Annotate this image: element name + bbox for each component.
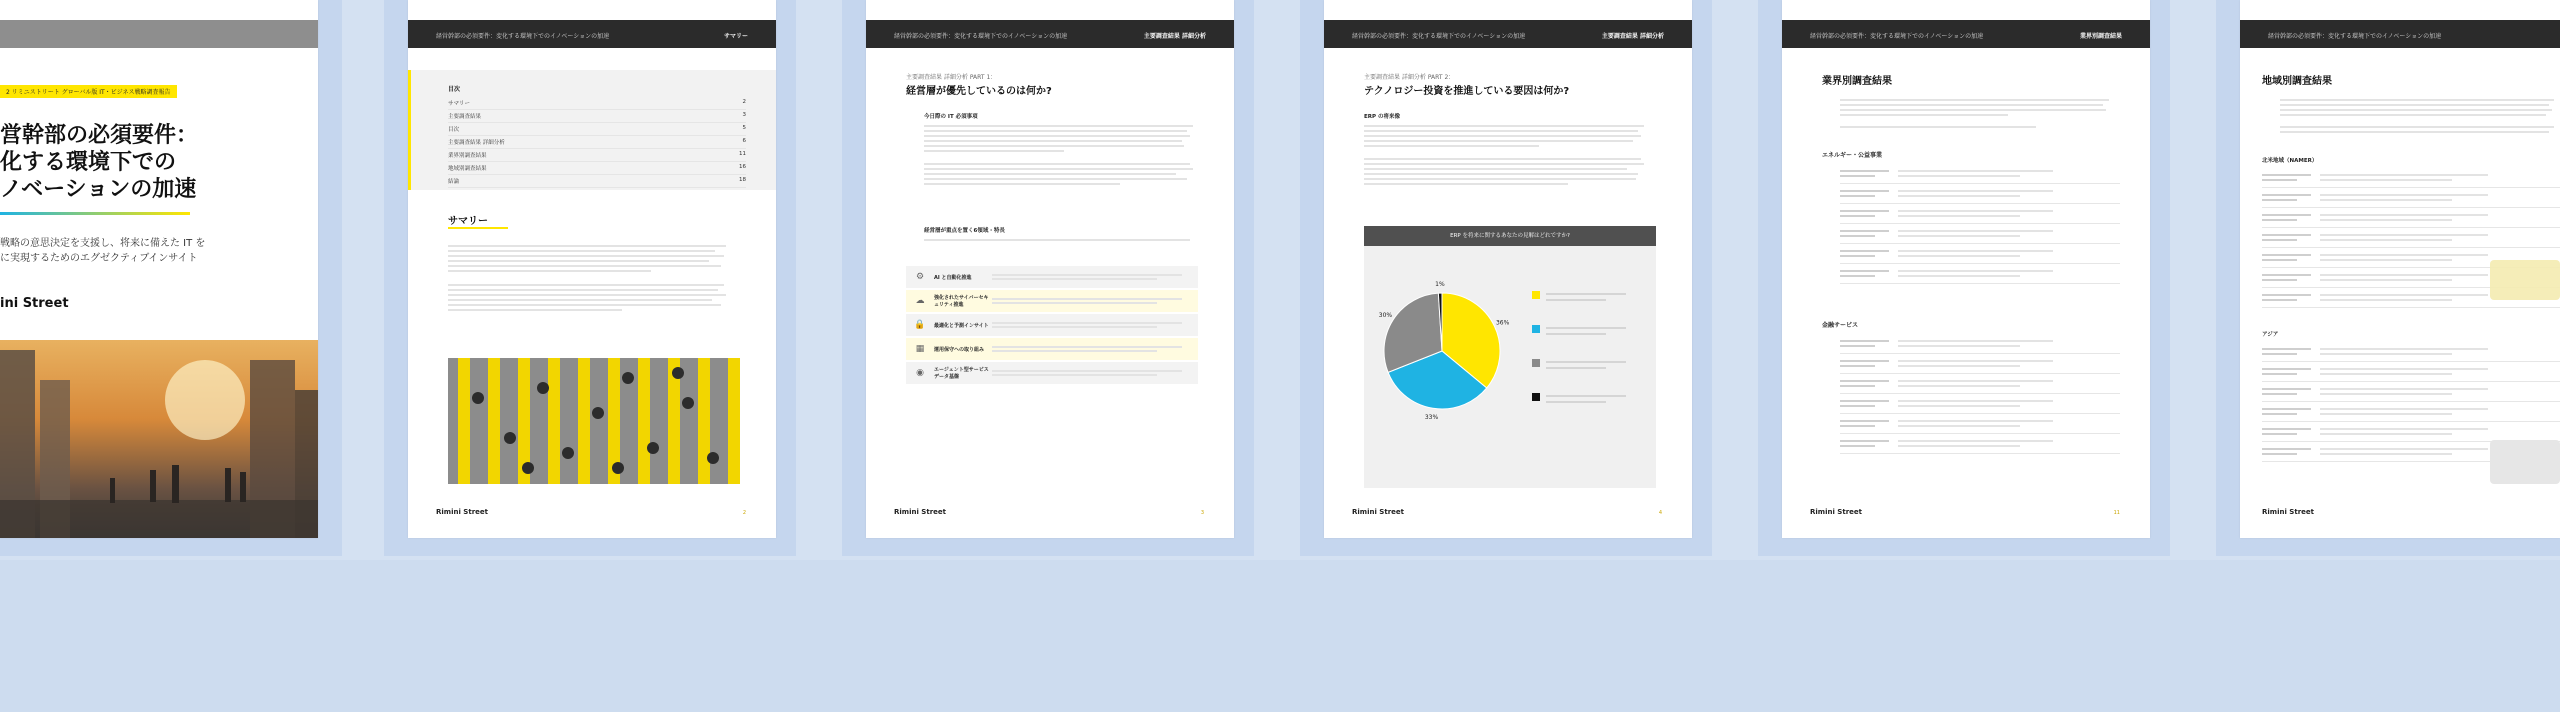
feature-description	[992, 320, 1198, 330]
cover-page[interactable]	[0, 0, 318, 538]
table-row-key	[2262, 171, 2320, 184]
feature-description	[992, 344, 1198, 354]
table-row	[2262, 402, 2560, 422]
table-row	[1840, 224, 2120, 244]
footer-logo: Rimini Street	[1810, 508, 1862, 516]
table-row-value	[1898, 187, 2120, 200]
chart-question-bar	[1364, 226, 1656, 246]
subsection-2-text	[924, 236, 1204, 244]
toc-item-page: 2	[742, 99, 746, 105]
industry-page[interactable]	[1782, 0, 2150, 538]
page-header	[2240, 20, 2560, 48]
feature-description	[992, 296, 1198, 306]
toc-item-label: 業界別調査結果	[448, 153, 487, 159]
pie-slice-label: 36%	[1495, 319, 1510, 327]
toc-panel	[408, 70, 776, 190]
header-left-text: 経営幹部の必須要件：変化する環境下でのイノベーションの加速	[2268, 33, 2442, 40]
table-row-key	[1840, 397, 1898, 410]
toc-item-label: 主要調査結果 詳細分析	[448, 140, 505, 146]
walking-people	[110, 465, 246, 503]
toc-item[interactable]	[448, 136, 746, 149]
pie-slice-label: 33%	[1424, 414, 1439, 422]
table-row-key	[2262, 231, 2320, 244]
cover-top-bar	[0, 20, 318, 48]
page-number: 4	[1658, 510, 1662, 516]
summary-title: サマリー	[448, 216, 488, 227]
table-row-value	[1898, 227, 2120, 240]
table-row-value	[1898, 207, 2120, 220]
subsection-1-text	[1364, 122, 1656, 188]
feature-icon: 🔒	[914, 320, 926, 330]
chart-question-text: ERP を将来に関するあなたの見解はどれですか?	[1450, 233, 1570, 239]
pie-slice-label: 1%	[1435, 281, 1445, 289]
namer-section-label: 北米地域（NAMER）	[2262, 158, 2318, 164]
footer-logo: Rimini Street	[2262, 508, 2314, 516]
header-left-text: 経営幹部の必須要件：変化する環境下でのイノベーションの加速	[894, 33, 1068, 40]
cover-subtitle	[0, 236, 205, 266]
legend-swatch	[1532, 291, 1540, 299]
feature-row	[906, 266, 1198, 290]
header-right-text: 主要調査結果 詳細分析	[1601, 33, 1664, 40]
table-row-value	[1898, 377, 2120, 390]
table-row	[1840, 334, 2120, 354]
table-row-key	[1840, 207, 1898, 220]
feature-description	[992, 368, 1198, 378]
toc-item-page: 3	[742, 112, 746, 118]
table-row-value	[1898, 357, 2120, 370]
table-row-key	[1840, 417, 1898, 430]
table-row-key	[2262, 425, 2320, 438]
header-right-text: 業界別調査結果	[2079, 33, 2122, 40]
crosswalk-photo	[448, 358, 740, 484]
map-graphic-2	[2490, 440, 2560, 484]
page-header	[408, 20, 776, 48]
table-row-value	[2320, 231, 2560, 244]
feature-label: 運用保守への取り組み	[934, 346, 985, 353]
table-row-key	[1840, 187, 1898, 200]
table-row	[1840, 394, 2120, 414]
table-row-value	[2320, 345, 2560, 358]
toc-item[interactable]	[448, 149, 746, 162]
feature-list	[906, 266, 1198, 386]
cover-logo: ini Street	[0, 296, 69, 311]
table-row-key	[2262, 211, 2320, 224]
table-row-value	[2320, 425, 2560, 438]
table-row-value	[1898, 247, 2120, 260]
toc-item-label: 主要調査結果	[448, 114, 482, 120]
table-row-key	[2262, 445, 2320, 458]
table-row	[2262, 188, 2560, 208]
table-row	[1840, 204, 2120, 224]
finance-table	[1840, 334, 2120, 454]
table-row-key	[1840, 227, 1898, 240]
footer-logo: Rimini Street	[436, 508, 488, 516]
footer-logo: Rimini Street	[1352, 508, 1404, 516]
summary-title-rule	[448, 227, 508, 229]
toc-item-page: 18	[739, 177, 746, 183]
table-row-key	[1840, 437, 1898, 450]
energy-section-label: エネルギー・公益事業	[1822, 152, 1883, 159]
table-row-value	[1898, 417, 2120, 430]
feature-row	[906, 338, 1198, 362]
cover-title-line-2: 化する環境下での	[0, 150, 177, 175]
toc-item-label: サマリー	[448, 101, 471, 107]
street	[0, 500, 318, 538]
toc-item-label: 結論	[448, 179, 460, 185]
table-row-value	[2320, 171, 2560, 184]
page-header	[1324, 20, 1692, 48]
table-row-key	[2262, 291, 2320, 304]
table-row-key	[1840, 377, 1898, 390]
table-row-key	[2262, 271, 2320, 284]
table-row-value	[1898, 437, 2120, 450]
table-row	[2262, 228, 2560, 248]
page-header	[866, 20, 1234, 48]
header-left-text: 経営幹部の必須要件：変化する環境下でのイノベーションの加速	[1352, 33, 1526, 40]
header-right-text: 主要調査結果 詳細分析	[1143, 33, 1206, 40]
feature-description	[992, 272, 1198, 282]
page-header	[1782, 20, 2150, 48]
toc-yellow-rule	[408, 70, 411, 190]
regional-page[interactable]	[2240, 0, 2560, 538]
legend-text-line	[1546, 395, 1626, 397]
toc-item-page: 11	[739, 151, 746, 157]
toc-item-page: 5	[742, 125, 746, 131]
table-row-value	[2320, 405, 2560, 418]
toc-item[interactable]	[448, 123, 746, 136]
legend-text-line	[1546, 293, 1626, 295]
table-row	[1840, 434, 2120, 454]
table-row-value	[1898, 397, 2120, 410]
cover-subtitle-line-2: に実現するためのエグゼクティブインサイト	[0, 253, 198, 264]
table-row	[2262, 342, 2560, 362]
pie-slice-label: 30%	[1378, 312, 1393, 320]
intro-text	[1840, 96, 2120, 131]
crosswalk-svg	[448, 358, 740, 484]
part2-page[interactable]	[1324, 0, 1692, 538]
feature-row	[906, 362, 1198, 386]
legend-swatch	[1532, 393, 1540, 401]
table-row	[2262, 422, 2560, 442]
table-row	[1840, 244, 2120, 264]
table-row-key	[1840, 357, 1898, 370]
feature-row	[906, 314, 1198, 338]
table-row-key	[1840, 267, 1898, 280]
feature-icon: ☁	[915, 296, 925, 306]
table-row-value	[1898, 167, 2120, 180]
toc-item-label: 地域別調査結果	[448, 166, 487, 172]
table-row-value	[1898, 267, 2120, 280]
legend-text-line	[1546, 333, 1606, 335]
table-row-value	[2320, 365, 2560, 378]
table-row-key	[2262, 405, 2320, 418]
part1-page[interactable]	[866, 0, 1234, 538]
pie-chart	[1364, 246, 1656, 486]
header-left-text: 経営幹部の必須要件：変化する環境下でのイノベーションの加速	[436, 33, 610, 40]
cover-photo	[0, 340, 318, 538]
table-row	[2262, 208, 2560, 228]
feature-label: AI と自動化推進	[934, 274, 972, 281]
map-graphic-1	[2490, 260, 2560, 300]
feature-label: 強化されたサイバーセキュリティ推進	[934, 295, 989, 308]
legend-text-line	[1546, 327, 1626, 329]
feature-row	[906, 290, 1198, 314]
toc-page[interactable]	[408, 0, 776, 538]
table-row	[2262, 382, 2560, 402]
table-row	[1840, 414, 2120, 434]
table-row-key	[2262, 251, 2320, 264]
section-title: 経営層が優先しているのは何か?	[906, 86, 1052, 97]
finance-section-title	[1822, 320, 1858, 329]
subsection-1-text	[924, 122, 1204, 188]
page-number: 3	[1200, 510, 1204, 516]
asia-section-label: アジア	[2262, 332, 2279, 338]
feature-label: エージェント型サービスデータ基盤	[934, 367, 989, 380]
page-number: 11	[2113, 510, 2120, 516]
section-title: テクノロジー投資を推進している要因は何か?	[1364, 86, 1570, 97]
chart-panel	[1364, 226, 1656, 488]
table-row	[2262, 362, 2560, 382]
table-row-key	[1840, 337, 1898, 350]
toc-item-label: 目次	[448, 127, 460, 133]
header-right-text: サマリー	[723, 33, 748, 40]
toc-item[interactable]	[448, 175, 746, 188]
toc-title: 目次	[448, 86, 461, 93]
table-row-key	[1840, 247, 1898, 260]
table-row	[1840, 354, 2120, 374]
subsection-2-title: 経営層が重点を置く6領域・特長	[924, 228, 1005, 234]
section-kicker: 主要調査結果 詳細分析 PART 2：	[1364, 74, 1455, 81]
intro-text	[2280, 96, 2560, 136]
cover-title-line-3: ノベーションの加速	[0, 177, 197, 202]
legend-text-line	[1546, 367, 1606, 369]
namer-section-title	[2262, 156, 2317, 164]
table-row-value	[2320, 385, 2560, 398]
table-row-value	[1898, 337, 2120, 350]
feature-label: 最適化と予測インサイト	[934, 322, 989, 329]
subsection-1-title: 今日際の IT 必須事項	[924, 114, 978, 120]
legend-text-line	[1546, 361, 1626, 363]
table-row-key	[2262, 191, 2320, 204]
cover-tag-text: 2 リミニストリート グローバル版 IT・ビジネス戦略調査報告	[6, 89, 171, 96]
header-left-text: 経営幹部の必須要件：変化する環境下でのイノベーションの加速	[1810, 33, 1984, 40]
cover-photo-city-svg	[0, 340, 318, 538]
table-row-key	[1840, 167, 1898, 180]
table-row	[1840, 184, 2120, 204]
subsection-1-title: ERP の将来像	[1364, 114, 1400, 120]
section-kicker: 主要調査結果 詳細分析 PART 1：	[906, 74, 997, 81]
cover-title-line-1: 営幹部の必須要件：	[0, 123, 199, 148]
table-row-value	[2320, 191, 2560, 204]
footer-logo: Rimini Street	[894, 508, 946, 516]
energy-table	[1840, 164, 2120, 284]
legend-swatch	[1532, 359, 1540, 367]
cover-title-underline	[0, 212, 190, 215]
table-row-value	[2320, 211, 2560, 224]
feature-icon: ◉	[916, 368, 924, 378]
toc-list	[448, 97, 746, 188]
table-row	[2262, 168, 2560, 188]
section-title: 地域別調査結果	[2262, 76, 2332, 87]
table-row-key	[2262, 385, 2320, 398]
energy-section-title	[1822, 150, 1882, 159]
toc-item-page: 6	[742, 138, 746, 144]
finance-section-label: 金融サービス	[1822, 322, 1859, 329]
sun-glow	[165, 360, 245, 440]
summary-text-block	[448, 242, 738, 314]
table-row	[1840, 374, 2120, 394]
toc-item[interactable]	[448, 97, 746, 110]
table-row	[1840, 164, 2120, 184]
toc-item[interactable]	[448, 110, 746, 123]
legend-text-line	[1546, 401, 1606, 403]
table-row	[1840, 264, 2120, 284]
feature-icon: ▦	[915, 344, 925, 354]
cover-tag	[0, 85, 177, 98]
table-row-key	[2262, 345, 2320, 358]
toc-item-page: 16	[739, 164, 746, 170]
asia-section-title	[2262, 330, 2278, 338]
cover-title	[0, 122, 198, 203]
legend-swatch	[1532, 325, 1540, 333]
cover-subtitle-line-1: 戦略の意思決定を支援し、将来に備えた IT を	[0, 238, 206, 249]
feature-icon: ⚙	[915, 272, 925, 282]
page-number: 2	[742, 510, 746, 516]
toc-item[interactable]	[448, 162, 746, 175]
section-title: 業界別調査結果	[1822, 76, 1892, 87]
table-row-key	[2262, 365, 2320, 378]
legend-text-line	[1546, 299, 1606, 301]
